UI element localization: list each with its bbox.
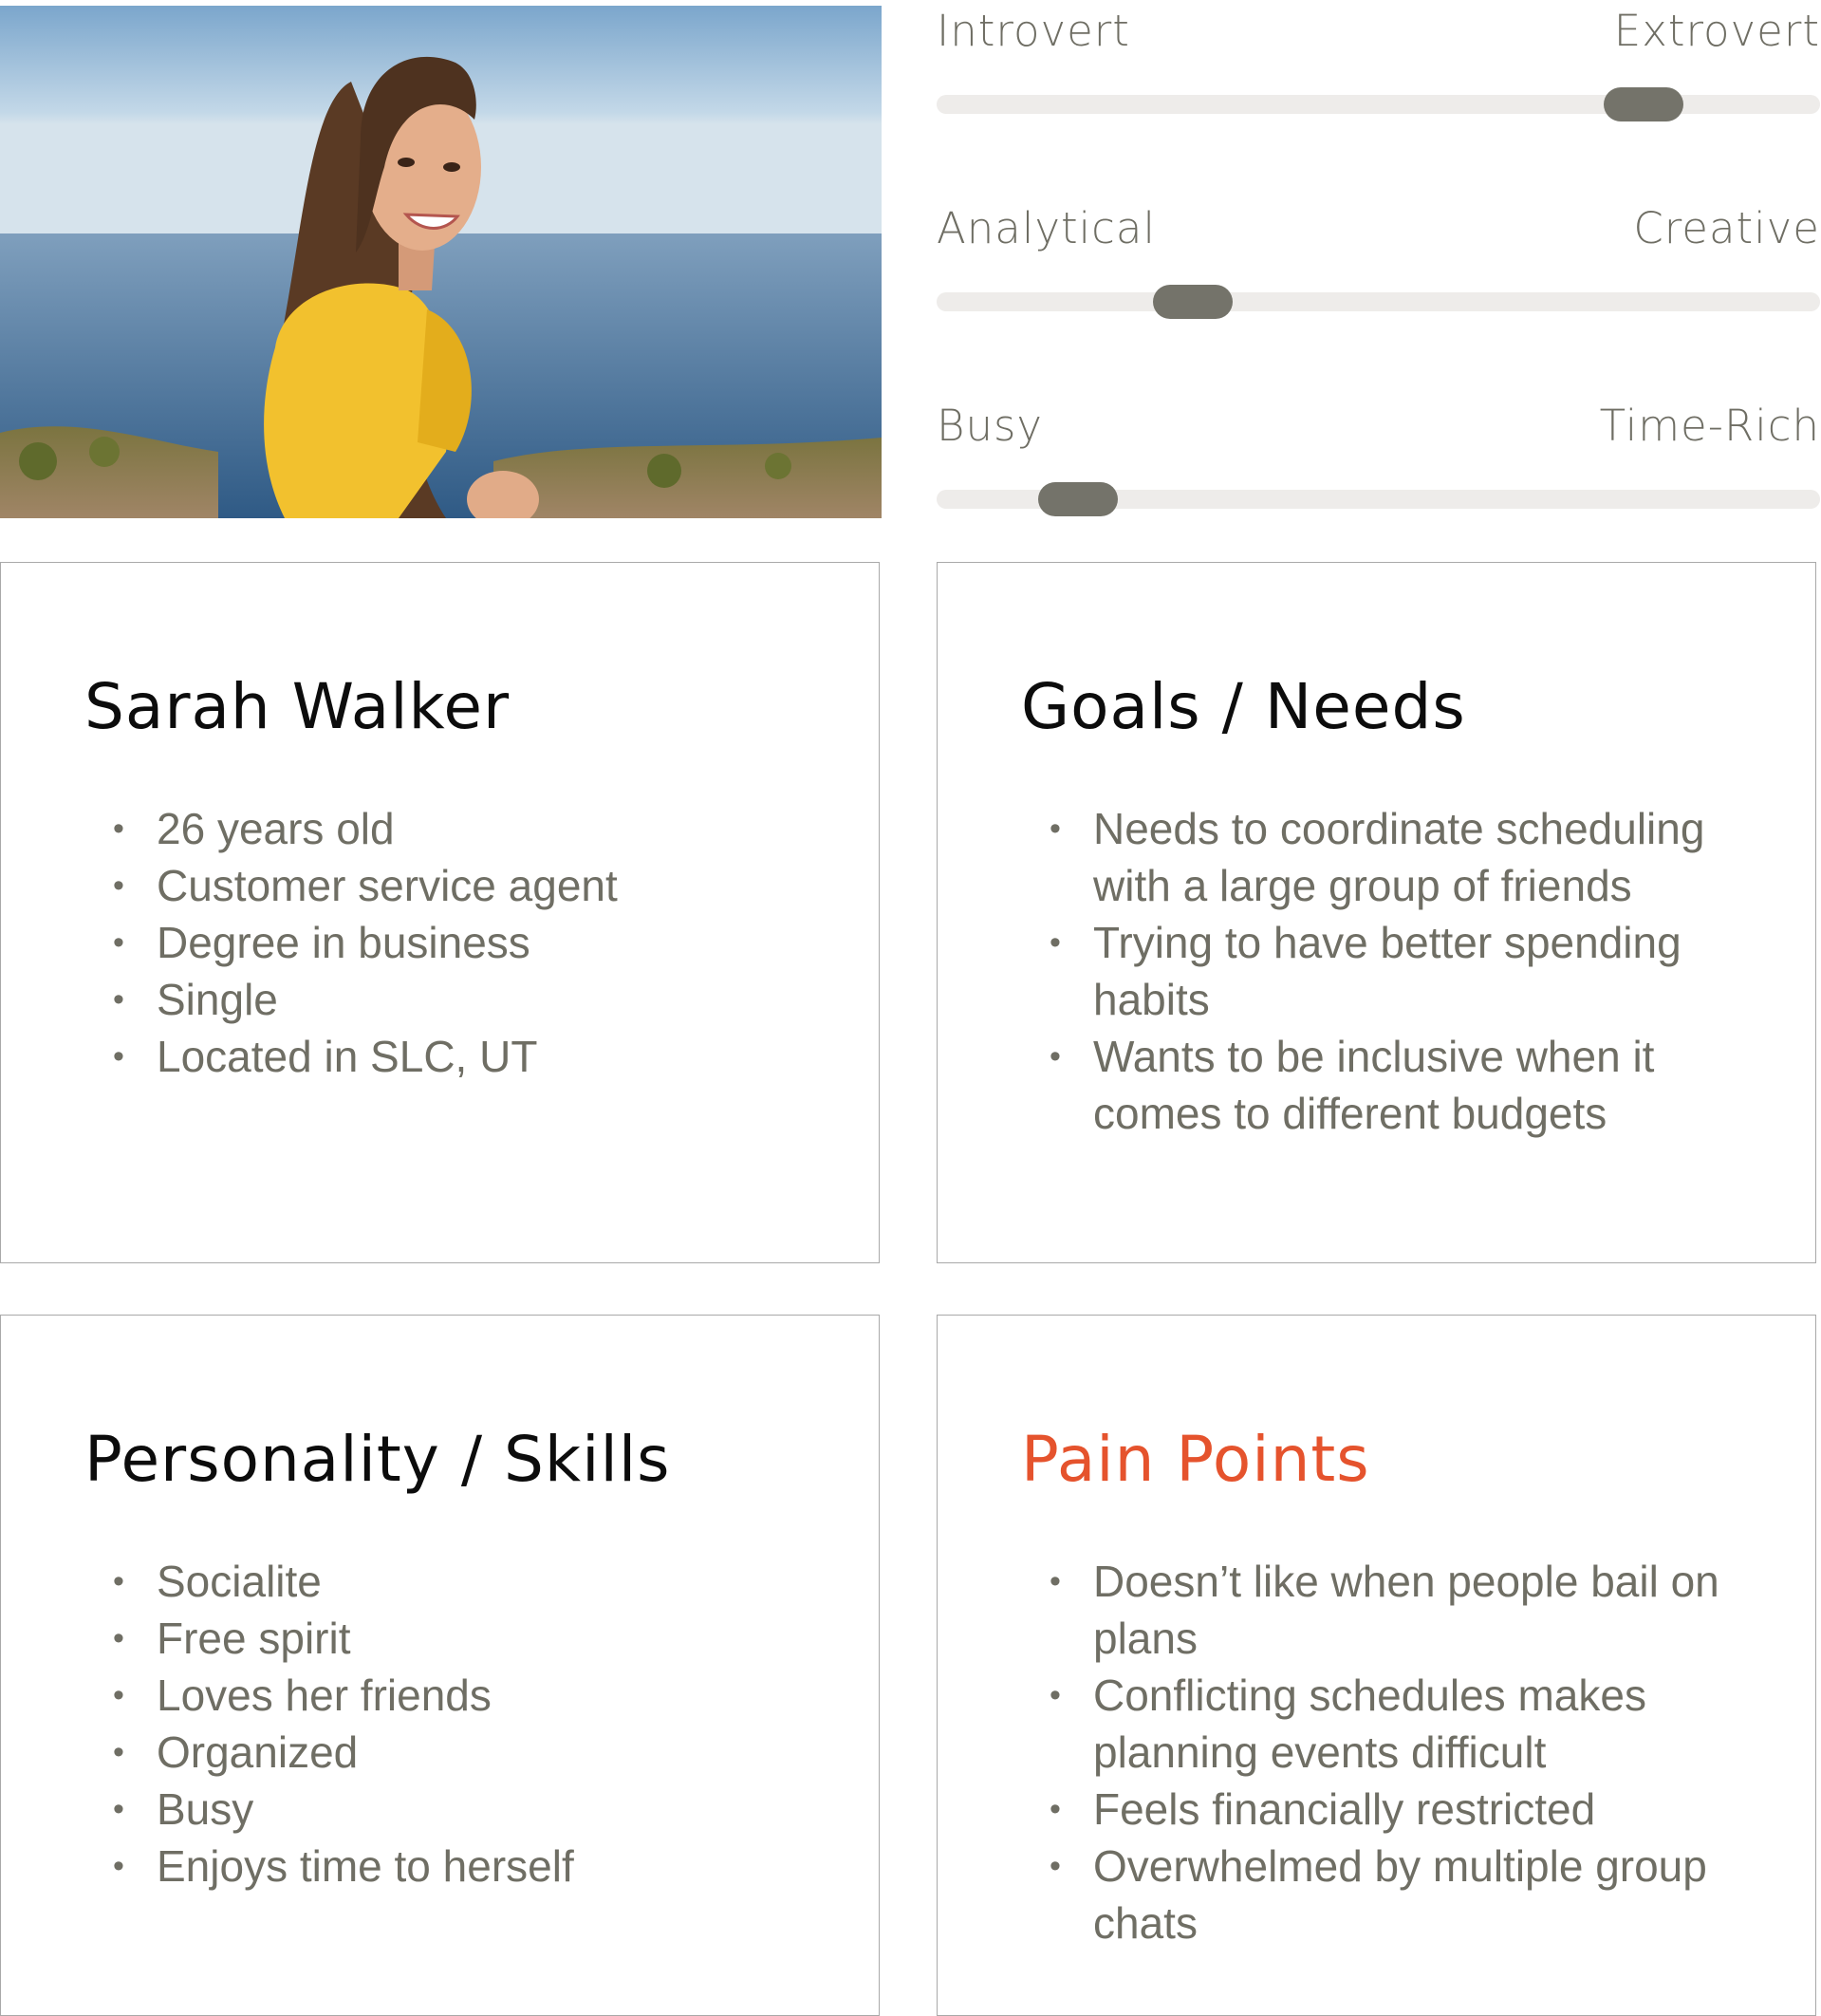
list-item: • Located in SLC, UT — [84, 1028, 811, 1085]
list-item: • Loves her friends — [84, 1667, 811, 1724]
list-item: • 26 years old — [84, 800, 811, 857]
list-item: • Trying to have better spending habits — [1021, 914, 1748, 1028]
card-personality-skills — [0, 1315, 880, 2016]
list-item: • Busy — [84, 1781, 811, 1838]
slider-thumb[interactable] — [1038, 482, 1118, 516]
list-item: • Customer service agent — [84, 857, 811, 914]
slider-right-label: Extrovert — [1613, 6, 1820, 56]
list-item: • Enjoys time to herself — [84, 1838, 811, 1895]
list-item: • Wants to be inclusive when it comes to different budgets — [1021, 1028, 1748, 1142]
list-item: • Free spirit — [84, 1610, 811, 1667]
persona-name: Sarah Walker — [84, 670, 511, 743]
list-item: • Doesn’t like when people bail on plans — [1021, 1553, 1748, 1667]
goals-title: Goals / Needs — [1021, 670, 1466, 743]
slider-track[interactable] — [937, 490, 1820, 509]
personality-title: Personality / Skills — [84, 1423, 671, 1496]
pain-points-list — [1021, 1553, 1748, 1951]
slider-left-label: Busy — [937, 401, 1044, 451]
card-pain-points — [937, 1315, 1816, 2016]
slider-left-label: Analytical — [937, 203, 1156, 253]
card-goals-needs — [937, 562, 1816, 1263]
persona-photo-image — [0, 6, 882, 518]
slider-track[interactable] — [937, 95, 1820, 114]
slider-right-label: Time-Rich — [1599, 401, 1820, 451]
list-item: • Degree in business — [84, 914, 811, 971]
list-item: • Socialite — [84, 1553, 811, 1610]
personality-list — [84, 1553, 811, 1895]
persona-photo — [0, 6, 882, 518]
list-item: • Overwhelmed by multiple group chats — [1021, 1838, 1748, 1951]
slider-introvert-extrovert[interactable] — [937, 4, 1820, 127]
list-item: • Conflicting schedules makes planning events difficult — [1021, 1667, 1748, 1781]
profile-list — [84, 800, 811, 1085]
list-item: • Organized — [84, 1724, 811, 1781]
slider-track[interactable] — [937, 292, 1820, 311]
goals-list — [1021, 800, 1748, 1142]
slider-thumb[interactable] — [1604, 87, 1683, 121]
list-item: • Single — [84, 971, 811, 1028]
card-profile — [0, 562, 880, 1263]
list-item: • Feels financially restricted — [1021, 1781, 1748, 1838]
slider-right-label: Creative — [1633, 203, 1820, 253]
list-item: • Needs to coordinate scheduling with a large group of friends — [1021, 800, 1748, 914]
slider-busy-time-rich[interactable] — [937, 399, 1820, 522]
slider-left-label: Introvert — [937, 6, 1130, 56]
pain-points-title: Pain Points — [1021, 1423, 1370, 1496]
slider-thumb[interactable] — [1153, 285, 1233, 319]
slider-analytical-creative[interactable] — [937, 201, 1820, 325]
